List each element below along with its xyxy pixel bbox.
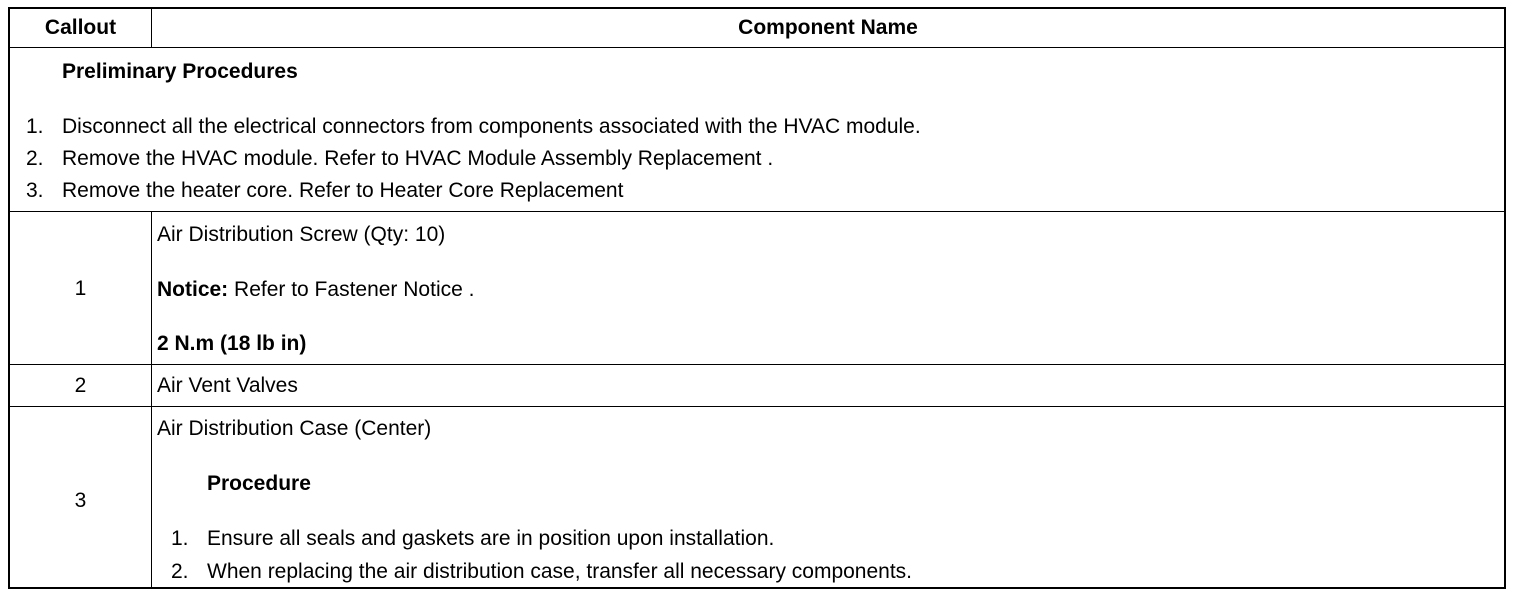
- notice-label: Notice:: [157, 278, 229, 301]
- header-callout: Callout: [44, 16, 117, 39]
- header-divider: [10, 47, 1504, 48]
- column-divider-body: [151, 211, 152, 587]
- row-1-divider: [10, 364, 1504, 365]
- procedure-step-text: Ensure all seals and gaskets are in position upon installation.: [207, 527, 775, 550]
- preliminary-step-text: Remove the heater core. Refer to Heater Core Replacement: [62, 179, 624, 202]
- row-callout: 3: [74, 489, 87, 512]
- procedure-step-num: 2.: [171, 560, 189, 583]
- procedure-step-text: When replacing the air distribution case, transfer all necessary components.: [207, 560, 913, 583]
- component-name: Air Distribution Screw (Qty: 10): [157, 223, 446, 246]
- preliminary-step-num: 3.: [26, 179, 44, 202]
- torque-spec: 2 N.m (18 lb in): [157, 332, 307, 355]
- header-component-name: Component Name: [738, 16, 918, 39]
- preliminary-step-text: Disconnect all the electrical connectors from components associated with the HVAC module.: [62, 115, 921, 138]
- notice-line: [157, 278, 474, 302]
- notice-text: Refer to Fastener Notice .: [228, 278, 475, 301]
- preliminary-step-text: Remove the HVAC module. Refer to HVAC Module Assembly Replacement .: [62, 147, 774, 170]
- preliminary-divider: [10, 211, 1504, 212]
- procedure-title: Procedure: [207, 472, 311, 495]
- preliminary-title: Preliminary Procedures: [62, 60, 298, 83]
- row-callout: 2: [74, 374, 87, 397]
- component-name: Air Vent Valves: [157, 374, 298, 397]
- component-table: [8, 7, 1506, 589]
- row-callout: 1: [74, 277, 87, 300]
- procedure-step-num: 1.: [171, 527, 189, 550]
- preliminary-step-num: 1.: [26, 115, 44, 138]
- preliminary-step-num: 2.: [26, 147, 44, 170]
- component-name: Air Distribution Case (Center): [157, 417, 432, 440]
- row-2-divider: [10, 406, 1504, 407]
